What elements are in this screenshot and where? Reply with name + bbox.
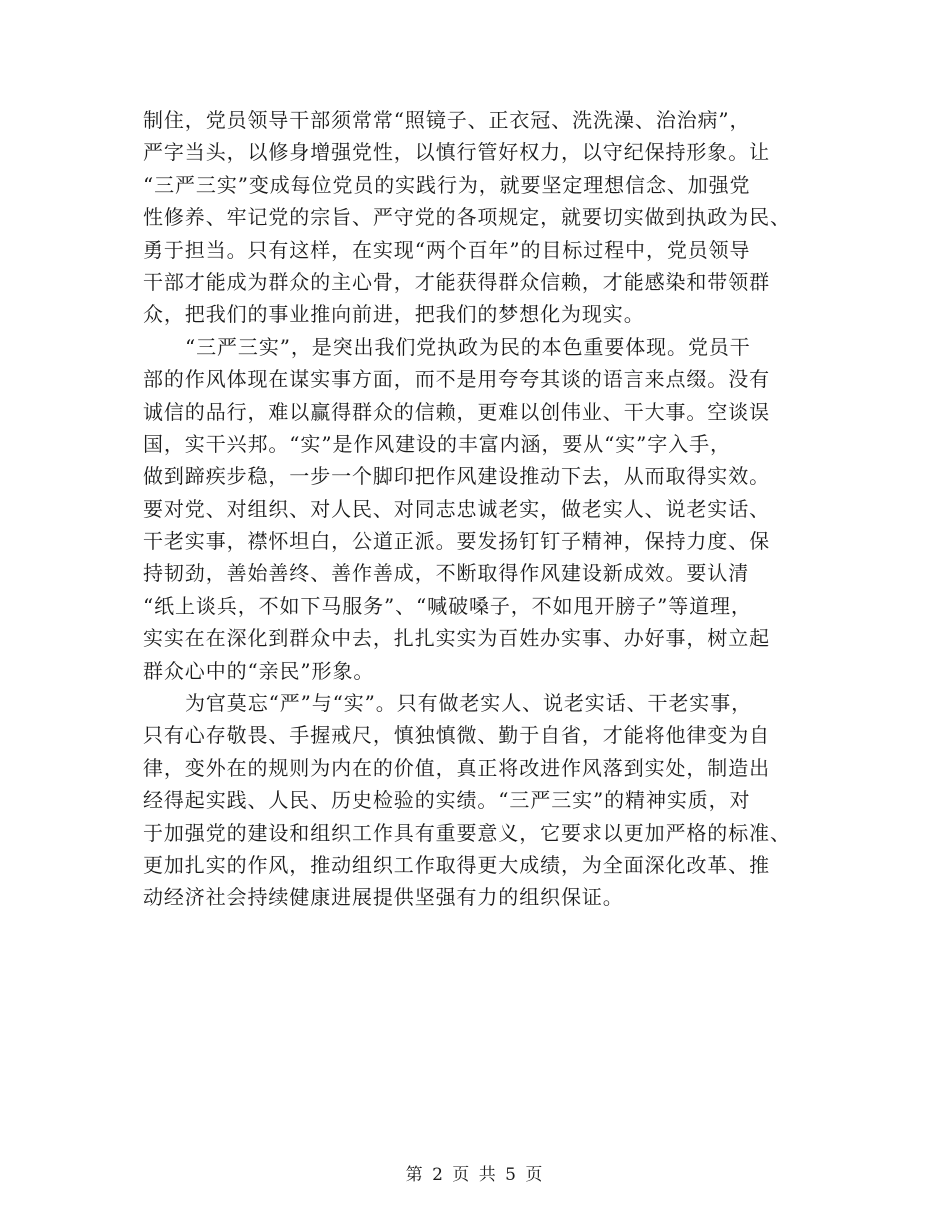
total-pages: 5	[505, 1165, 518, 1185]
document-body	[143, 104, 815, 914]
footer-prefix: 第	[405, 1165, 425, 1185]
text-line: 性修养、牢记党的宗旨、严守党的各项规定，就要切实做到执政为民、	[143, 205, 791, 230]
text-line: 动经济社会持续健康进展提供坚强有力的组织保证。	[143, 885, 624, 910]
text-line: 勇于担当。只有这样，在实现“两个百年”的目标过程中，党员领导	[143, 237, 751, 262]
text-line: 干老实事，襟怀坦白，公道正派。要发扬钉钉子精神，保持力度、保	[143, 529, 770, 554]
text-line: 诚信的品行，难以赢得群众的信赖，更难以创伟业、干大事。空谈误	[143, 399, 770, 424]
footer-suffix: 页	[525, 1165, 545, 1185]
page-footer	[0, 1160, 950, 1185]
text-line: 制住，党员领导干部须常常“照镜子、正衣冠、洗洗澡、治治病”，	[143, 108, 751, 132]
text-line: 只有心存敬畏、手握戒尺，慎独慎微、勤于自省，才能将他律变为自	[143, 723, 770, 748]
text-line: “三严三实”变成每位党员的实践行为，就要坚定理想信念、加强党	[143, 172, 751, 197]
page-number: 2	[432, 1165, 445, 1185]
paragraph-start-line: 为官莫忘“严”与“实”。只有做老实人、说老实话、干老实事，	[185, 691, 752, 716]
text-line: 实实在在深化到群众中去，扎扎实实为百姓办实事、办好事，树立起	[143, 626, 770, 651]
text-line: 做到蹄疾步稳，一步一个脚印把作风建设推动下去，从而取得实效。	[143, 464, 770, 489]
text-line: 国，实干兴邦。“实”是作风建设的丰富内涵，要从“实”字入手，	[143, 431, 731, 456]
text-line: 干部才能成为群众的主心骨，才能获得群众信赖，才能感染和带领群	[143, 269, 770, 294]
text-line: “纸上谈兵，不如下马服务”、“喊破嗓子，不如甩开膀子”等道理，	[143, 593, 752, 618]
paragraph-start-line: “三严三实”，是突出我们党执政为民的本色重要体现。党员干	[185, 334, 751, 359]
text-line: 经得起实践、人民、历史检验的实绩。“三严三实”的精神实质，对	[143, 788, 751, 813]
text-line: 群众心中的“亲民”形象。	[143, 658, 375, 683]
text-line: 更加扎实的作风，推动组织工作取得更大成绩，为全面深化改革、推	[143, 852, 770, 877]
footer-middle: 页 共	[452, 1165, 498, 1185]
text-line: 众，把我们的事业推向前进，把我们的梦想化为现实。	[143, 302, 645, 327]
text-line: 于加强党的建设和组织工作具有重要意义，它要求以更加严格的标准、	[143, 820, 791, 845]
text-line: 律，变外在的规则为内在的价值，真正将改进作风落到实处，制造出	[143, 755, 770, 780]
text-line: 要对党、对组织、对人民、对同志忠诚老实，做老实人、说老实话、	[143, 496, 770, 521]
text-line: 严字当头，以修身增强党性，以慎行管好权力，以守纪保持形象。让	[143, 140, 770, 165]
text-line: 部的作风体现在谋实事方面，而不是用夸夸其谈的语言来点缀。没有	[143, 367, 770, 392]
text-line: 持韧劲，善始善终、善作善成，不断取得作风建设新成效。要认清	[143, 561, 750, 586]
